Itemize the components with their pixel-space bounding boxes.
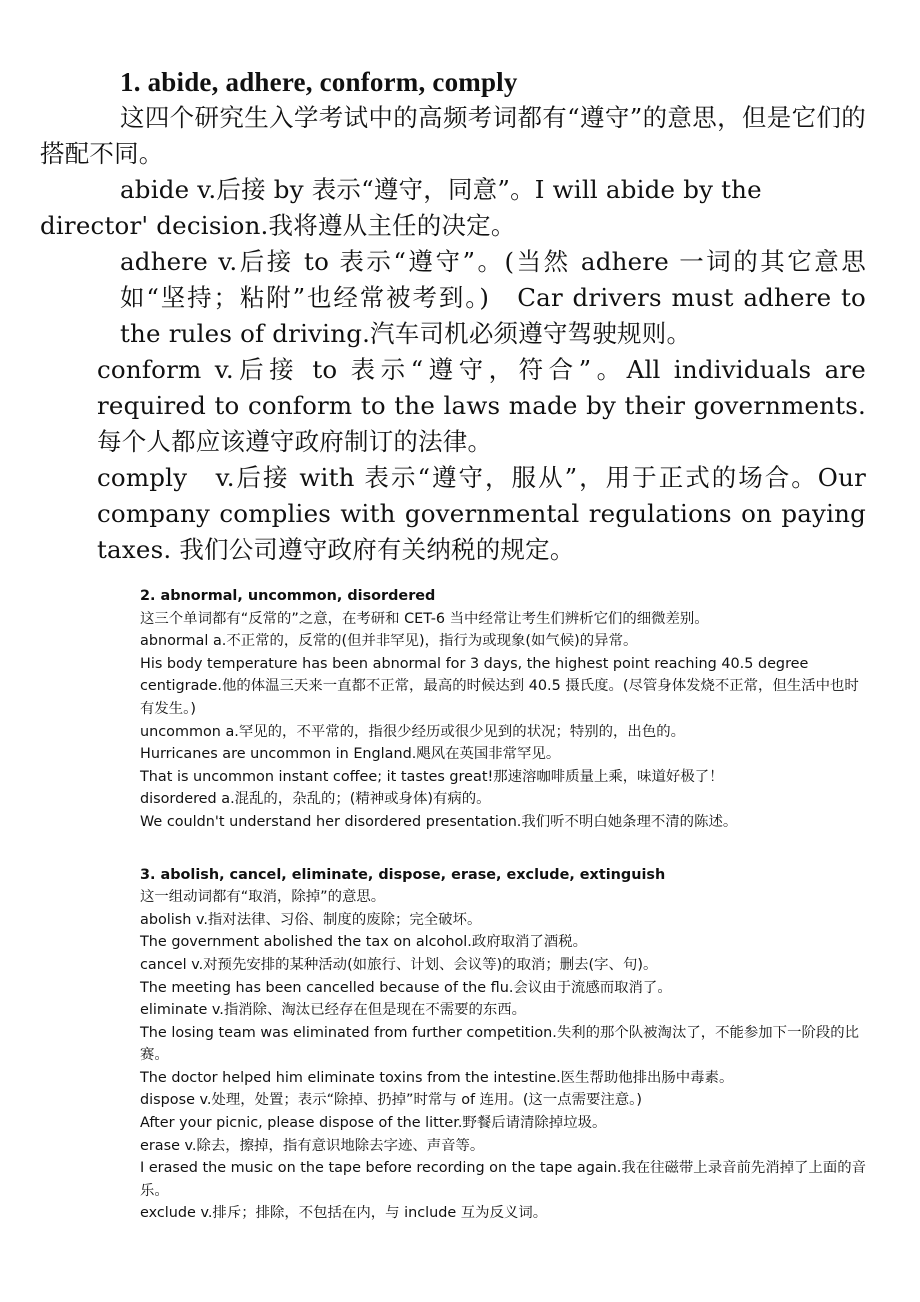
- section-3-line: abolish v.指对法律、习俗、制度的废除；完全破坏。: [140, 911, 482, 928]
- section-3-line: The doctor helped him eliminate toxins from the intestine.医生帮助他排出肠中毒素。: [140, 1069, 734, 1086]
- section-1: [40, 64, 866, 568]
- section-2-line: abnormal a.不正常的，反常的(但并非罕见)，指行为或现象(如气候)的异常。: [140, 633, 638, 650]
- section-3-line: erase v.除去，擦掉，指有意识地除去字迹、声音等。: [140, 1137, 485, 1154]
- adhere-entry: adhere v.后接 to 表示“遵守”。(当然 adhere 一词的其它意思如“坚持；粘附”也经常被考到。) Car drivers must adhere to the rules of driving.汽车司机必须遵守驾驶规则。: [120, 247, 866, 348]
- section-2-heading: 2. abnormal, uncommon, disordered: [140, 588, 436, 604]
- section-2-line: That is uncommon instant coffee; it tastes great!那速溶咖啡质量上乘，味道好极了！: [140, 768, 724, 785]
- section-3-line: cancel v.对预先安排的某种活动(如旅行、计划、会议等)的取消；删去(字、句)。: [140, 956, 658, 973]
- section-1-heading: 1. abide, adhere, conform, comply: [120, 67, 518, 97]
- section-3-heading: 3. abolish, cancel, eliminate, dispose, erase, exclude, extinguish: [140, 866, 666, 883]
- section-3-line: The losing team was eliminated from further competition.失利的那个队被淘汰了，不能参加下一阶段的比赛。: [140, 1024, 860, 1064]
- comply-entry: comply v.后接 with 表示“遵守，服从”，用于正式的场合。Our company complies with governmental regulations on paying taxes. 我们公司遵守政府有关纳税的规定。: [97, 463, 866, 564]
- section-gap: [140, 834, 866, 864]
- section-2-line: Hurricanes are uncommon in England.飓风在英国非常罕见。: [140, 746, 561, 763]
- section-2-line: We couldn't understand her disordered presentation.我们听不明白她条理不清的陈述。: [140, 813, 738, 830]
- section-3-line: 这一组动词都有“取消，除掉”的意思。: [140, 889, 386, 906]
- section-2-line: uncommon a.罕见的，不平常的，指很少经历或很少见到的状况；特别的，出色的。: [140, 723, 685, 740]
- section-3-line: eliminate v.指消除、淘汰已经存在但是现在不需要的东西。: [140, 1002, 527, 1019]
- section-3-line: I erased the music on the tape before recording on the tape again.我在往磁带上录音前先消掉了上面的音乐。: [140, 1160, 866, 1199]
- section-3-line: exclude v.排斥；排除，不包括在内，与 include 互为反义词。: [140, 1205, 548, 1222]
- section-1-intro: 这四个研究生入学考试中的高频考词都有“遵守”的意思，但是它们的搭配不同。: [40, 103, 866, 168]
- section-3-line: After your picnic, please dispose of the litter.野餐后请清除掉垃圾。: [140, 1115, 607, 1132]
- section-2-line: 这三个单词都有“反常的”之意，在考研和 CET-6 当中经常让考生们辨析它们的细微差别。: [140, 610, 709, 627]
- abide-entry: abide v.后接 by 表示“遵守，同意”。I will abide by the director' decision.我将遵从主任的决定。: [40, 175, 762, 240]
- section-2-line: His body temperature has been abnormal for 3 days, the highest point reaching 40.5 degree centigrade.他的体温三天来一直都不正常，最高的时候达到 40.5 摄氏度。(尽管身体发烧不正常，但生活中也时有发生。): [140, 655, 859, 717]
- section-3-line: The government abolished the tax on alcohol.政府取消了酒税。: [140, 934, 587, 951]
- conform-entry: conform v.后接 to 表示“遵守，符合”。All individuals are required to conform to the laws made by their governments.每个人都应该遵守政府制订的法律。: [97, 355, 866, 456]
- section-3-line: The meeting has been cancelled because of the flu.会议由于流感而取消了。: [140, 979, 672, 996]
- section-2-3: [140, 585, 866, 1225]
- section-2-line: disordered a.混乱的，杂乱的；(精神或身体)有病的。: [140, 791, 491, 808]
- section-3-line: dispose v.处理，处置；表示“除掉、扔掉”时常与 of 连用。(这一点需要注意。): [140, 1092, 642, 1109]
